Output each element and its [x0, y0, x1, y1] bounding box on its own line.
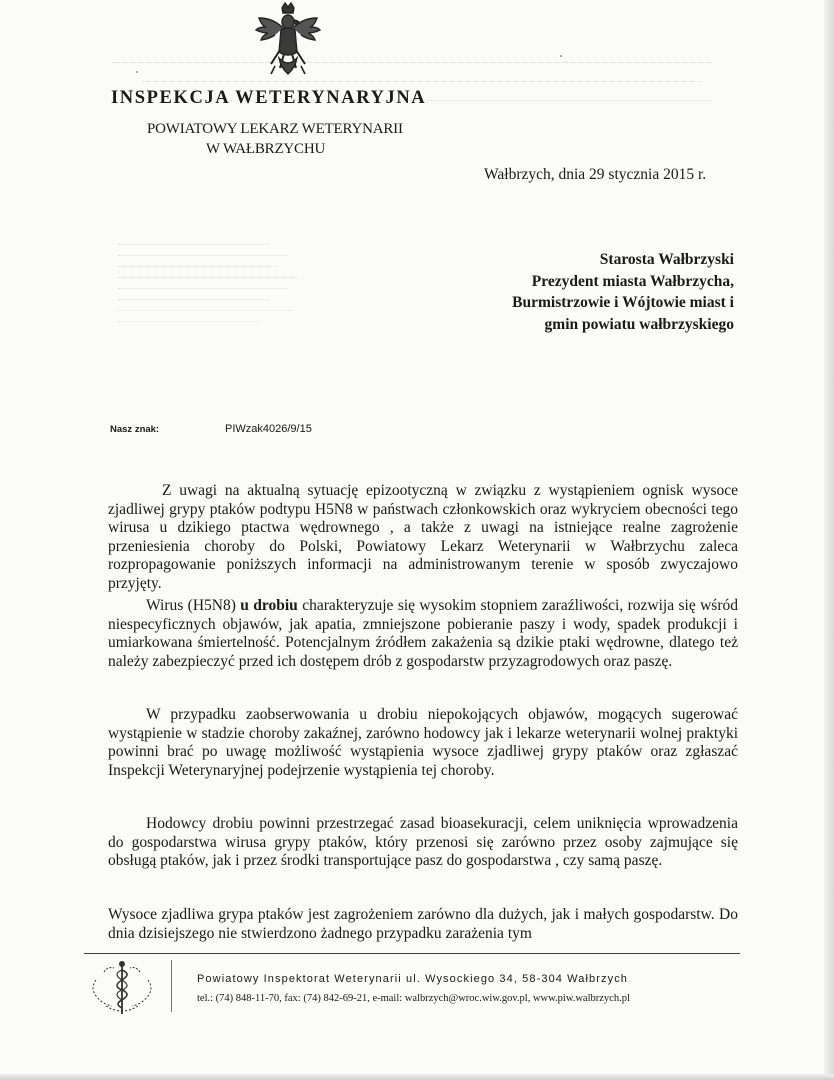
show-through-list: [118, 230, 308, 360]
scan-speck: [560, 55, 562, 57]
footer-address: Powiatowy Inspektorat Weterynarii ul. Wysockiego 34, 58-304 Wałbrzych: [197, 973, 629, 985]
place-and-date: Wałbrzych, dnia 29 stycznia 2015 r.: [484, 166, 707, 183]
reference-number: PIWzak4026/9/15: [225, 423, 312, 435]
office-name-line2: W WAŁBRZYCHU: [206, 141, 326, 157]
footer-divider: [84, 953, 740, 954]
recipient-line: gmin powiatu wałbrzyskiego: [544, 315, 734, 333]
paragraph-reporting-symptoms: W przypadku zaobserwowania u drobiu niepokojących objawów, mogących sugerować wystąpienie w stadzie choroby zakaźnej, zarówno hodowcy jak i lekarze weterynarii wolnej praktyki powinni brać po uwagę możliwość wystąpienia wysoce zjadliwej grypy ptaków oraz zgłaszać Inspekcji Weterynaryjnej podejrzenie wystąpienia tej choroby.: [108, 706, 738, 779]
recipient-line: Starosta Wałbrzyski: [599, 251, 734, 268]
paragraph-text: charakteryzuje się wysokim stopniem zaraźliwości, rozwija się wśród niespecyficznych objawów, jak apatia, zmniejszone pobieranie paszy i wody, spadek produkcji i umiarkowana śmiertelność. Potencjalnym źródłem zakażenia są dzikie ptaki wędrowne, dlatego też należy zabezpieczyć przed ich dostępem drób z gospodarstw przyzagrodowych oraz paszę.: [108, 597, 738, 670]
recipient-line: Burmistrzowie i Wójtowie miast i: [512, 294, 734, 311]
paragraph-threat-level: Wysoce zjadliwa grypa ptaków jest zagrożeniem zarówno dla dużych, jak i małych gospodarstw. Do dnia dzisiejszego nie stwierdzono żadnego przypadku zarażenia tym: [108, 906, 738, 942]
paragraph-virus-in-poultry: [108, 597, 738, 671]
office-name-line1: POWIATOWY LEKARZ WETERYNARII: [147, 121, 403, 137]
footer-contact: tel.: (74) 848-11-70, fax: (74) 842-69-21, e-mail: walbrzych@wroc.wiw.gov.pl, www.piw.walbrzych.pl: [197, 993, 630, 1004]
paragraph-text: Wirus (H5N8): [146, 597, 241, 614]
paragraph-biosecurity: Hodowcy drobiu powinni przestrzegać zasad bioasekuracji, celem uniknięcia wprowadzenia do gospodarstwa wirusa grypy ptaków, który przenosi się zarówno przez osoby zajmujące się obsługą ptaków, jak i przez środki transportujące pasz do gospodarstwa , czy samą paszę.: [108, 815, 738, 870]
reference-label: Nasz znak:: [110, 424, 160, 435]
scan-page-edge: [824, 0, 834, 1080]
recipient-line: Prezydent miasta Wałbrzycha,: [531, 272, 734, 290]
polish-eagle-emblem: [253, 0, 323, 82]
scan-speck: [136, 71, 138, 73]
institution-name: INSPEKCJA WETERYNARYJNA: [111, 88, 427, 108]
footer-vertical-divider: [171, 960, 172, 1012]
scan-page-bottom-edge: [0, 1074, 834, 1080]
caduceus-logo: [86, 958, 158, 1018]
recipients-block: [512, 249, 734, 335]
paragraph-epizootic-situation: Z uwagi na aktualną sytuację epizootyczną w związku z wystąpieniem ognisk wysoce zjadliwej grypy ptaków podtypu H5N8 w państwach członkowskich oraz wykryciem obecności tego wirusa u dzikiego ptactwa wędrownego , a także z uwagi na istniejące realne zagrożenie przeniesienia choroby do Polski, Powiatowy Lekarz Weterynarii w Wałbrzychu zaleca rozpropagowanie poniższych informacji na administrowanym terenie w sposób zwyczajowo przyjęty.: [108, 482, 738, 592]
bold-emphasis: u drobiu: [240, 597, 298, 614]
